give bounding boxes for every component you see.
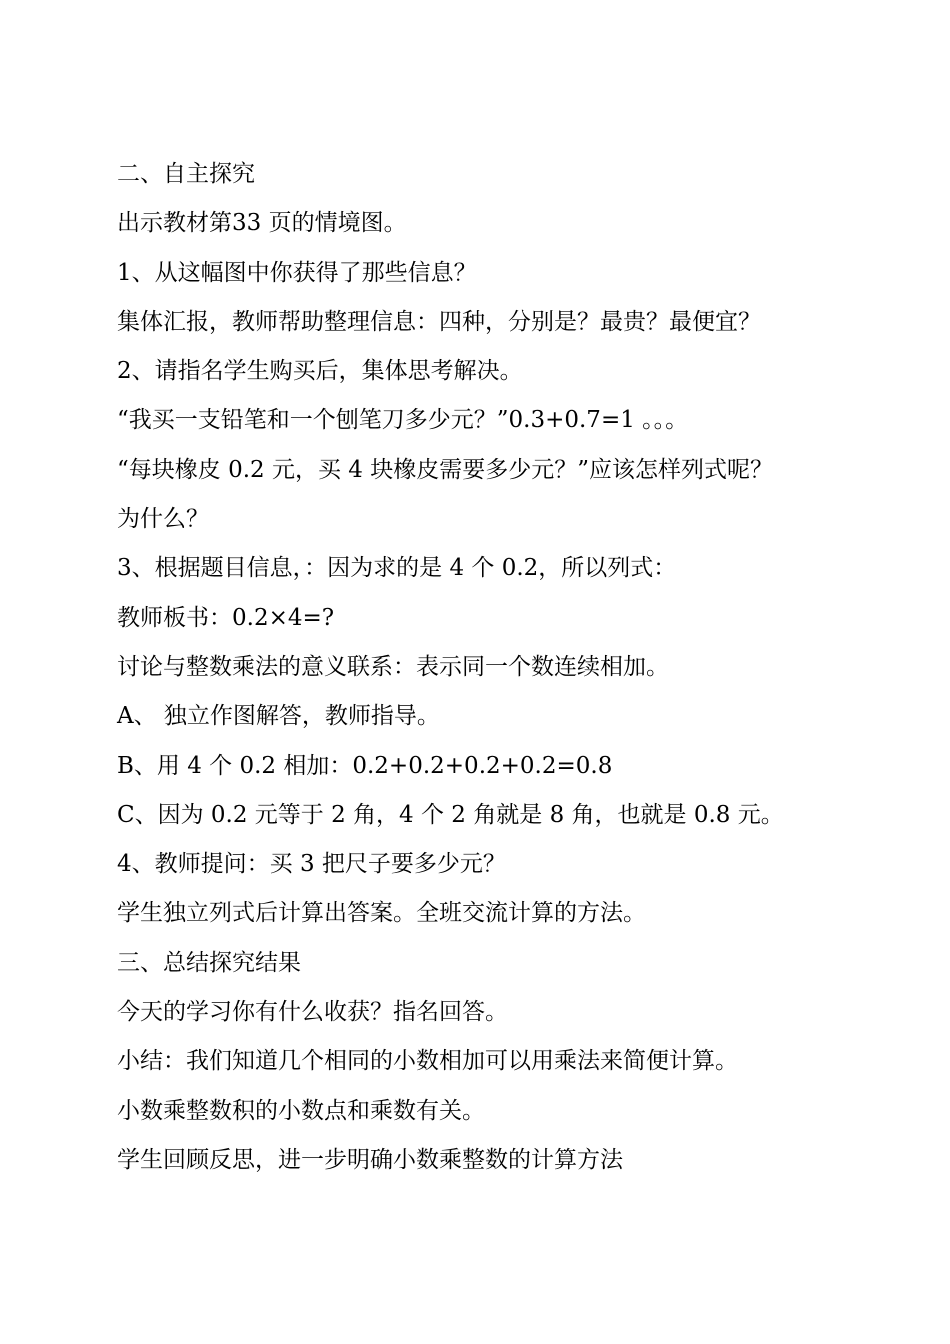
text-line: 1、从这幅图中你获得了那些信息？ xyxy=(117,259,477,286)
text-line: 小结：我们知道几个相同的小数相加可以用乘法来简便计算。 xyxy=(117,1048,738,1075)
text-line: 讨论与整数乘法的意义联系：表示同一个数连续相加。 xyxy=(117,653,669,680)
text-line: 小数乘整数积的小数点和乘数有关。 xyxy=(117,1097,485,1124)
text-line: 学生独立列式后计算出答案。全班交流计算的方法。 xyxy=(117,900,646,927)
text-line: 为什么？ xyxy=(117,506,209,533)
text-line: 4、教师提问：买 3 把尺子要多少元？ xyxy=(117,851,506,878)
heading-summary: 三、总结探究结果 xyxy=(117,949,301,976)
document-body xyxy=(117,150,897,1185)
text-line: 出示教材第33 页的情境图。 xyxy=(117,210,407,237)
text-line: A、 独立作图解答，教师指导。 xyxy=(117,703,440,730)
text-line: “我买一支铅笔和一个刨笔刀多少元？”0.3+0.7=1 。。。 xyxy=(117,407,689,434)
text-line: 学生回顾反思，进一步明确小数乘整数的计算方法 xyxy=(117,1146,623,1173)
text-line: 集体汇报，教师帮助整理信息：四种，分别是？最贵？最便宜？ xyxy=(117,308,761,335)
text-line: C、因为 0.2 元等于 2 角，4 个 2 角就是 8 角，也就是 0.8 元。 xyxy=(117,801,784,828)
text-line: 今天的学习你有什么收获？指名回答。 xyxy=(117,999,508,1026)
text-line: B、用 4 个 0.2 相加：0.2+0.2+0.2+0.2=0.8 xyxy=(117,752,613,779)
heading-self-exploration: 二、自主探究 xyxy=(117,161,255,187)
text-line: “每块橡皮 0.2 元，买 4 块橡皮需要多少元？”应该怎样列式呢？ xyxy=(117,456,773,483)
text-line: 2、请指名学生购买后，集体思考解决。 xyxy=(117,358,523,385)
text-line: 3、根据题目信息，：因为求的是 4 个 0.2，所以列式： xyxy=(117,555,677,582)
text-line: 教师板书：0.2×4=? xyxy=(117,604,335,631)
